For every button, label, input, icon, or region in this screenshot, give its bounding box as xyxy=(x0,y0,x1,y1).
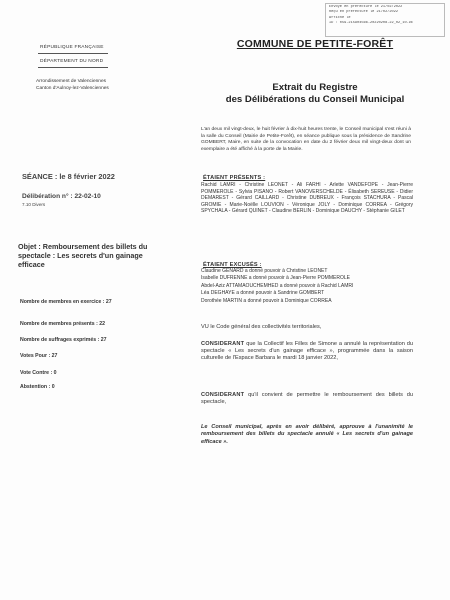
excuse-item: Dorothée MARTIN a donné pouvoir à Dominique CORREA xyxy=(201,297,332,304)
excuses-title: ÉTAIENT EXCUSÉS : xyxy=(203,262,262,268)
extrait-line-2: des Délibérations du Conseil Municipal xyxy=(225,94,405,105)
intro-paragraph: L'an deux mil vingt-deux, le huit février à dix-huit heures trente, le Conseil municipal s'est réuni à la salle du Conseil (Mairie de Petite-Forêt), en séance publique sous la présidence de Sandrine GOMBERT, Maire, en suite de la convocation en date du 2 février deux mil vingt-deux dont un exemplaire a été affiché à la porte de la Mairie. xyxy=(201,127,411,152)
count-contre: Vote Contre : 0 xyxy=(20,370,57,376)
administrative-header xyxy=(28,44,168,92)
departement-label: DÉPARTEMENT DU NORD xyxy=(40,59,104,64)
count-pour: Votes Pour : 27 xyxy=(20,353,58,359)
republique-label: RÉPUBLIQUE FRANÇAISE xyxy=(40,45,104,50)
extrait-line-1: Extrait du Registre xyxy=(272,82,358,93)
stamp-line: Envoyé en préfecture le 21/02/2022 xyxy=(329,5,403,9)
considerant-paragraph-1 xyxy=(201,341,413,363)
count-suffrages: Nombre de suffrages exprimés : 27 xyxy=(20,337,107,343)
presents-list: Rachid LAMRI - Christine LEONET - Ali FARHI - Arlette VANDEFOPE - Jean-Pierre POMMEROLE - Sylvia PISANO - Robert VANOVERSCHELDE - Élisabeth SEREUSE - Didier DEMAREST - Gérard CAILLARD - Christine DUBREUX - François STACHURA - Pascal GROMIE - Marie-Noëlle LOUVION - Véronique JOLY - Dominique CORREA - Grégory SPYCHALA - Gérard QUINET - Claudine BERLIN - Dominique DAUCHY - Stéphanie GILET xyxy=(201,182,413,214)
extrait-title xyxy=(200,82,430,106)
seance-date: SÉANCE : le 8 février 2022 xyxy=(22,172,115,181)
excuse-item: Claudine GÉNARD a donné pouvoir à Christine LEONET xyxy=(201,268,328,274)
considerant-text: qu'il convient de permettre le remboursement des billets du spectacle, xyxy=(201,392,413,406)
objet-label: Objet : Remboursement des billets du spectacle : Les secrets d'un gainage efficace xyxy=(18,242,148,269)
considerant-text: que la Collectif les Filles de Simone a annulé la représentation du spectacle « Les secrets d'un gainage efficace », programmée dans la saison culturelle de l'Espace Barbara le mardi 18 janvier 2022, xyxy=(201,341,413,362)
prefecture-stamp xyxy=(325,3,445,37)
count-en-exercice: Nombre de membres en exercice : 27 xyxy=(20,299,112,305)
excuse-item: Isabelle DUFRENNE a donné pouvoir à Jean-Pierre POMMEROLE xyxy=(201,275,350,282)
count-presents: Nombre de membres présents : 22 xyxy=(20,321,106,327)
header-divider xyxy=(38,67,108,68)
considerant-keyword: CONSIDERANT xyxy=(201,341,245,347)
conclusion-paragraph: Le Conseil municipal, après en avoir délibéré, approuve à l'unanimité le remboursement des billets du spectacle annulé « Les secrets d'un gainage efficace ». xyxy=(201,424,413,445)
category-code: 7.10 Divers xyxy=(22,202,46,207)
excuses-list xyxy=(201,268,413,305)
commune-title: COMMUNE DE PETITE-FORÊT xyxy=(236,38,394,50)
presents-title: ÉTAIENT PRÉSENTS : xyxy=(203,175,266,181)
header-divider xyxy=(38,53,108,54)
arrondissement-label: Arrondissement de Valenciennes xyxy=(36,79,107,84)
stamp-line: Reçu en préfecture le 21/02/2022 xyxy=(329,10,399,15)
stamp-line: ID : 059-215904566-20220208-22_02_10-DE xyxy=(329,21,414,26)
deliberation-number: Délibération n° : 22-02-10 xyxy=(22,193,101,200)
count-abstention: Abstention : 0 xyxy=(20,384,55,390)
excuse-item: Léa DEGHAYE a donné pouvoir à Sandrine GOMBERT xyxy=(201,290,325,297)
vu-paragraph: VU le Code général des collectivités territoriales, xyxy=(201,324,322,330)
considerant-keyword: CONSIDERANT xyxy=(201,392,245,398)
canton-label: Canton d'Aulnoy-lez-Valenciennes xyxy=(36,86,109,91)
stamp-line: Affiché le xyxy=(329,15,351,20)
excuse-item: Abdel-Aziz ATTAMAOUCHEMHED a donné pouvoir à Rachid LAMRI xyxy=(201,282,354,289)
considerant-paragraph-2 xyxy=(201,392,413,406)
